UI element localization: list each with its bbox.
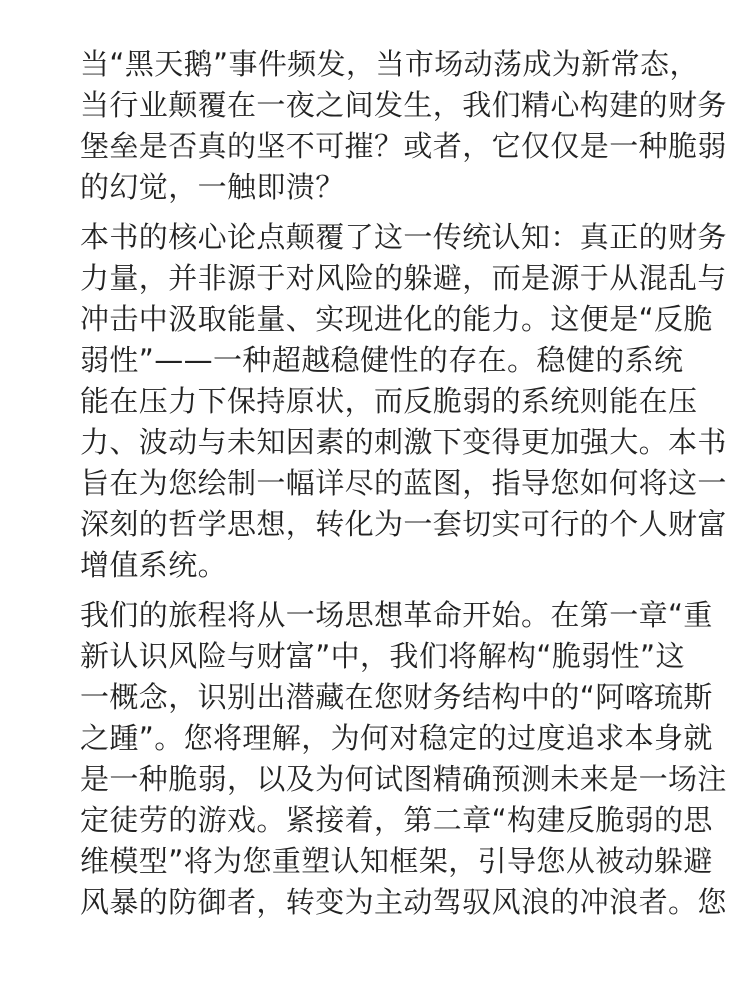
paragraph-journey	[80, 595, 727, 923]
text-line: 冲击中汲取能量、实现进化的能力。这便是“反脆	[80, 302, 713, 336]
text-line: 维模型”将为您重塑认知框架，引导您从被动躲避	[80, 844, 713, 878]
paragraph-intro	[80, 44, 727, 208]
text-line: 一概念，识别出潜藏在您财务结构中的“阿喀琉斯	[80, 680, 713, 714]
text-line: 堡垒是否真的坚不可摧？或者，它仅仅是一种脆弱	[80, 129, 727, 163]
text-line: 新认识风险与财富”中，我们将解构“脆弱性”这	[80, 639, 685, 673]
text-line: 的幻觉，一触即溃？	[80, 170, 345, 204]
text-line: 弱性”——一种超越稳健性的存在。稳健的系统	[80, 343, 684, 377]
text-line: 增值系统。	[80, 548, 228, 582]
text-line: 力、波动与未知因素的刺激下变得更加强大。本书	[80, 425, 727, 459]
text-line: 能在压力下保持原状，而反脆弱的系统则能在压	[80, 384, 698, 418]
text-line: 当行业颠覆在一夜之间发生，我们精心构建的财务	[80, 88, 727, 122]
text-line: 之踵”。您将理解，为何对稳定的过度追求本身就	[80, 721, 713, 755]
text-line: 旨在为您绘制一幅详尽的蓝图，指导您如何将这一	[80, 466, 727, 500]
text-line: 力量，并非源于对风险的躲避，而是源于从混乱与	[80, 261, 727, 295]
text-line: 深刻的哲学思想，转化为一套切实可行的个人财富	[80, 507, 727, 541]
paragraph-core-thesis	[80, 217, 727, 586]
text-line: 风暴的防御者，转变为主动驾驭风浪的冲浪者。您	[80, 885, 727, 919]
text-line: 当“黑天鹅”事件频发，当市场动荡成为新常态，	[80, 47, 699, 81]
text-line: 是一种脆弱，以及为何试图精确预测未来是一场注	[80, 762, 727, 796]
text-line: 定徒劳的游戏。紧接着，第二章“构建反脆弱的思	[80, 803, 713, 837]
text-line: 本书的核心论点颠覆了这一传统认知：真正的财务	[80, 220, 727, 254]
text-line: 我们的旅程将从一场思想革命开始。在第一章“重	[80, 598, 713, 632]
